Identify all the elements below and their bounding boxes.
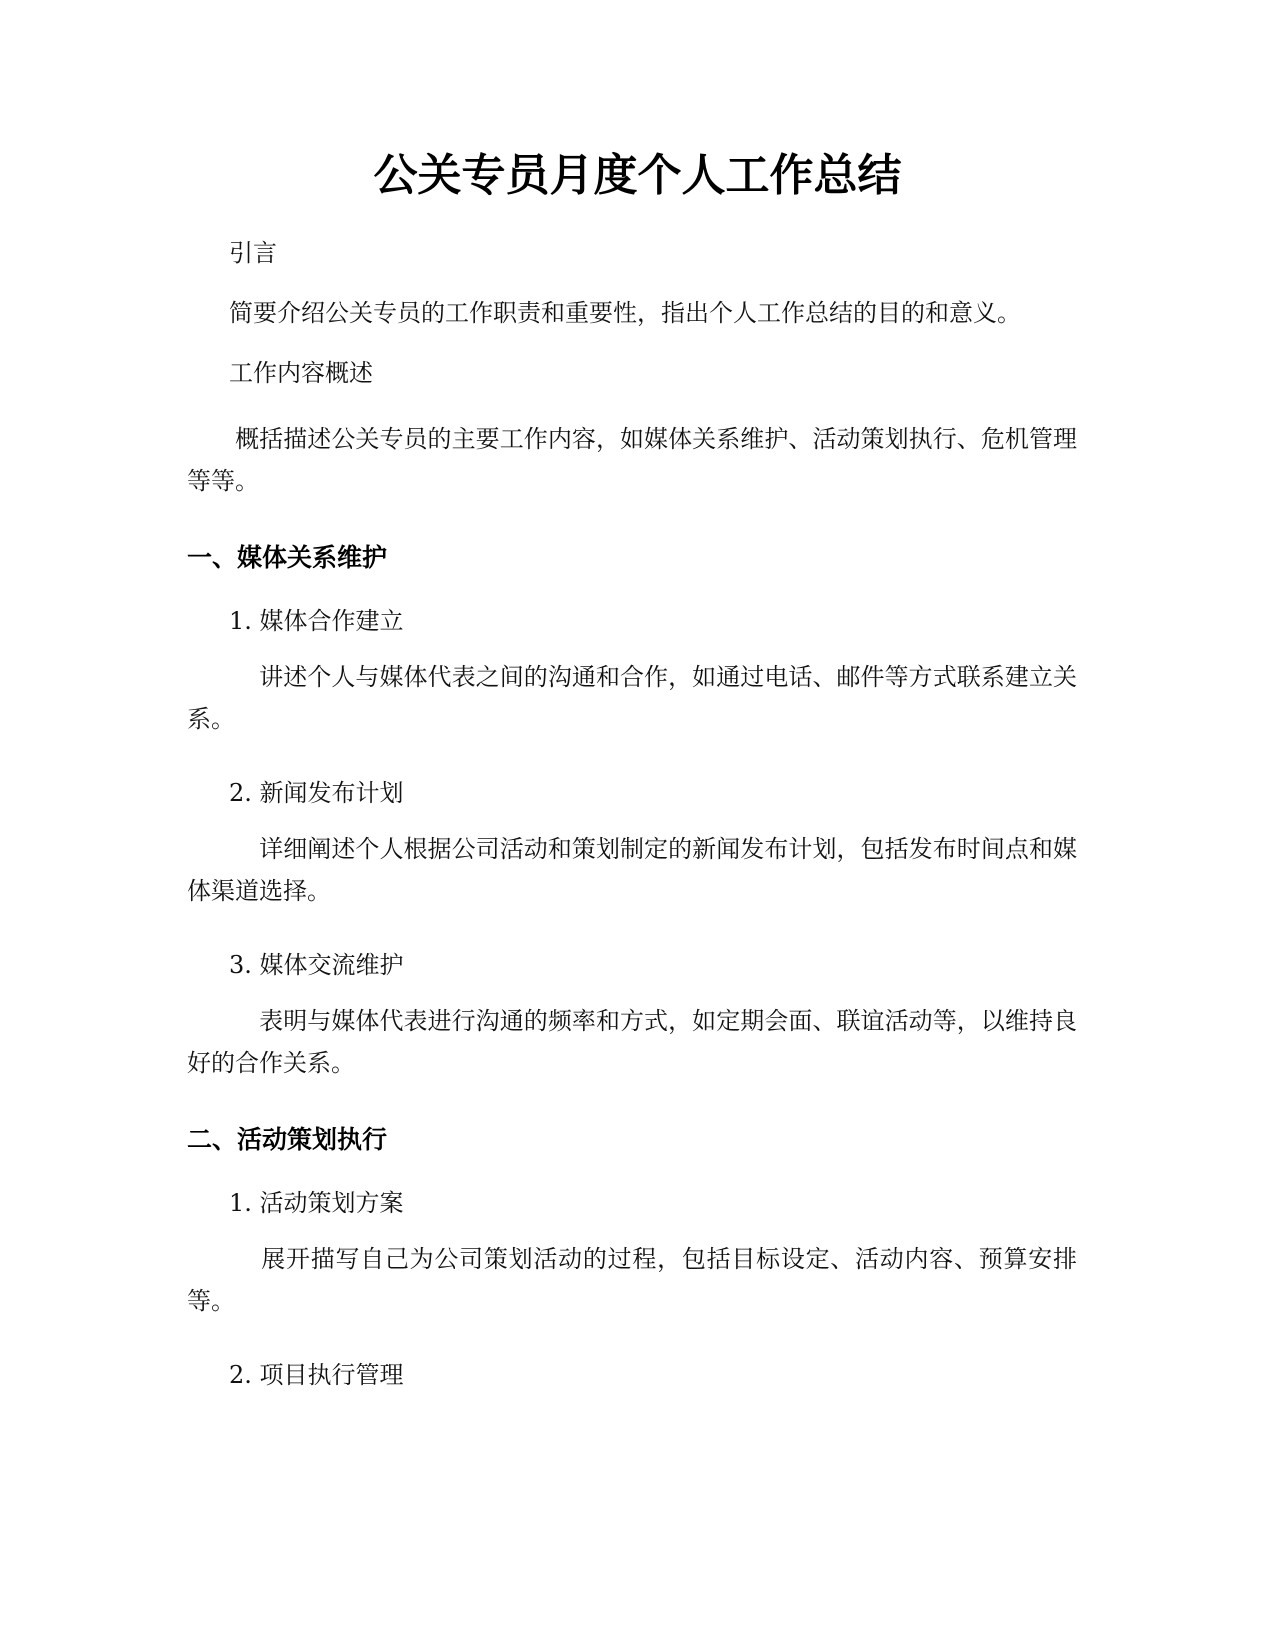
intro-text: 简要介绍公关专员的工作职责和重要性，指出个人工作总结的目的和意义。 [229,299,1021,327]
section1-item1-label: 1. 媒体合作建立 [229,607,404,635]
section2-item2-label: 2. 项目执行管理 [229,1361,404,1389]
section1-heading: 一、媒体关系维护 [187,543,388,572]
section1-item1-text: 讲述个人与媒体代表之间的沟通和合作，如通过电话、邮件等方式联系建立关系。 [187,663,1077,733]
overview-text: 概括描述公关专员的主要工作内容，如媒体关系维护、活动策划执行、危机管理等等。 [187,425,1077,495]
section1-item2-text: 详细阐述个人根据公司活动和策划制定的新闻发布计划，包括发布时间点和媒体渠道选择。 [187,835,1077,905]
section1-item3-text: 表明与媒体代表进行沟通的频率和方式，如定期会面、联谊活动等，以维持良好的合作关系。 [187,1007,1077,1077]
section2-heading: 二、活动策划执行 [187,1125,388,1154]
page-title: 公关专员月度个人工作总结 [373,150,902,201]
section1-item2-label: 2. 新闻发布计划 [229,779,404,807]
section1-item3-label: 3. 媒体交流维护 [229,951,404,979]
overview-heading: 工作内容概述 [229,359,373,387]
section2-item1-text: 展开描写自己为公司策划活动的过程，包括目标设定、活动内容、预算安排等。 [187,1245,1077,1315]
section2-item1-label: 1. 活动策划方案 [229,1189,404,1217]
intro-heading: 引言 [229,239,277,267]
